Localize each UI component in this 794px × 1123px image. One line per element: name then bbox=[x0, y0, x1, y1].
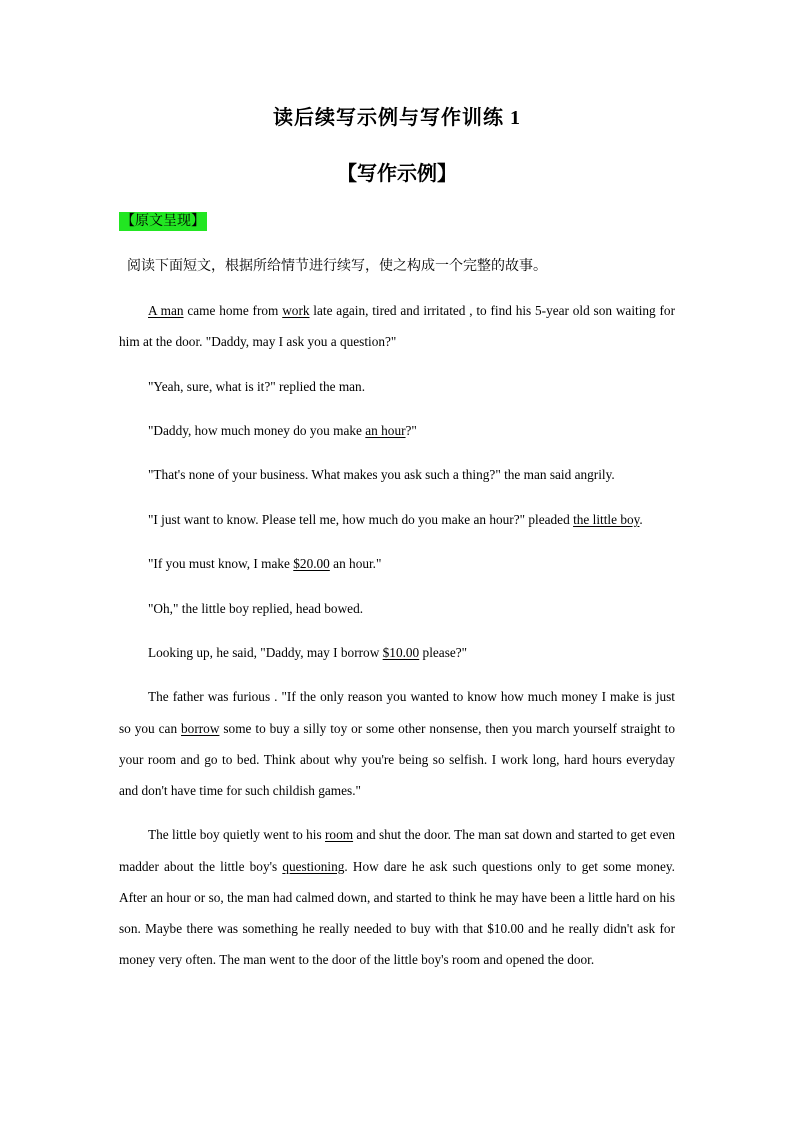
story-paragraph-9 bbox=[119, 681, 675, 806]
task-instruction: 阅读下面短文，根据所给情节进行续写，使之构成一个完整的故事。 bbox=[127, 258, 547, 274]
underlined-phrase: the little boy bbox=[573, 511, 640, 527]
paragraph-text: some to buy a silly toy or some other nonsense, then you march yourself straight to your room and go to bed. Think about why you're being so selfish. I work long, hard hours everyday and don't have time for such childish games." bbox=[119, 720, 675, 798]
paragraph-text: The father was furious . "If the only reason you wanted to know how much money I make is just so you can bbox=[119, 689, 675, 736]
paragraph-text: The little boy quietly went to his bbox=[148, 827, 325, 843]
story-paragraph-4 bbox=[119, 459, 675, 490]
underlined-phrase: $10.00 bbox=[382, 644, 420, 660]
page-title: 读后续写示例与写作训练 1 bbox=[273, 107, 521, 129]
story-paragraph-7 bbox=[119, 593, 675, 624]
paragraph-text: Looking up, he said, "Daddy, may I borrow bbox=[148, 644, 383, 660]
paragraph-text: . bbox=[639, 511, 643, 527]
page-subtitle: 【写作示例】 bbox=[337, 163, 457, 185]
paragraph-text: "That's none of your business. What makes you ask such a thing?" the man said angrily. bbox=[148, 467, 615, 483]
paragraph-text: "I just want to know. Please tell me, how much do you make an hour?" pleaded bbox=[148, 511, 574, 527]
paragraph-text: "If you must know, I make bbox=[148, 556, 294, 572]
story-paragraph-6 bbox=[119, 548, 675, 579]
paragraph-text: . How dare he ask such questions only to get some money. After an hour or so, the man had calmed down, and started to think he may have been a little hard on his son. Maybe there was something he really needed to buy with that $10.00 and he really didn't ask for money very often. The man went to the door of the little boy's room and opened the door. bbox=[119, 858, 675, 968]
underlined-phrase: room bbox=[325, 827, 354, 843]
story-paragraph-3 bbox=[119, 415, 675, 446]
paragraph-text: "Yeah, sure, what is it?" replied the man. bbox=[148, 378, 366, 394]
paragraph-text: "Oh," the little boy replied, head bowed. bbox=[148, 600, 364, 616]
paragraph-text: an hour." bbox=[329, 556, 382, 572]
paragraph-text: came home from bbox=[183, 303, 283, 318]
section-tag-highlight: 【原文呈现】 bbox=[121, 213, 205, 229]
paragraph-text: ?" bbox=[405, 422, 417, 438]
paragraph-text: please?" bbox=[419, 644, 468, 660]
paragraph-text: and shut the door. The man sat down and started to get even madder about the little boy's bbox=[119, 827, 676, 874]
story-paragraph-1 bbox=[119, 295, 675, 357]
paragraph-text: "Daddy, how much money do you make bbox=[148, 422, 366, 438]
underlined-phrase: questioning bbox=[282, 858, 345, 874]
underlined-phrase: A man bbox=[148, 303, 184, 318]
story-text bbox=[119, 295, 675, 989]
story-paragraph-2 bbox=[119, 371, 675, 402]
underlined-phrase: an hour bbox=[365, 422, 406, 438]
underlined-phrase: work bbox=[282, 303, 310, 318]
story-paragraph-10 bbox=[119, 819, 675, 975]
story-paragraph-8 bbox=[119, 637, 675, 668]
underlined-phrase: borrow bbox=[181, 720, 220, 736]
paragraph-text: late again, tired and irritated , to find his 5-year old son waiting for him at the door. "Daddy, may I ask you a question?" bbox=[119, 303, 676, 350]
underlined-phrase: $20.00 bbox=[293, 556, 330, 572]
story-paragraph-5 bbox=[119, 504, 675, 535]
